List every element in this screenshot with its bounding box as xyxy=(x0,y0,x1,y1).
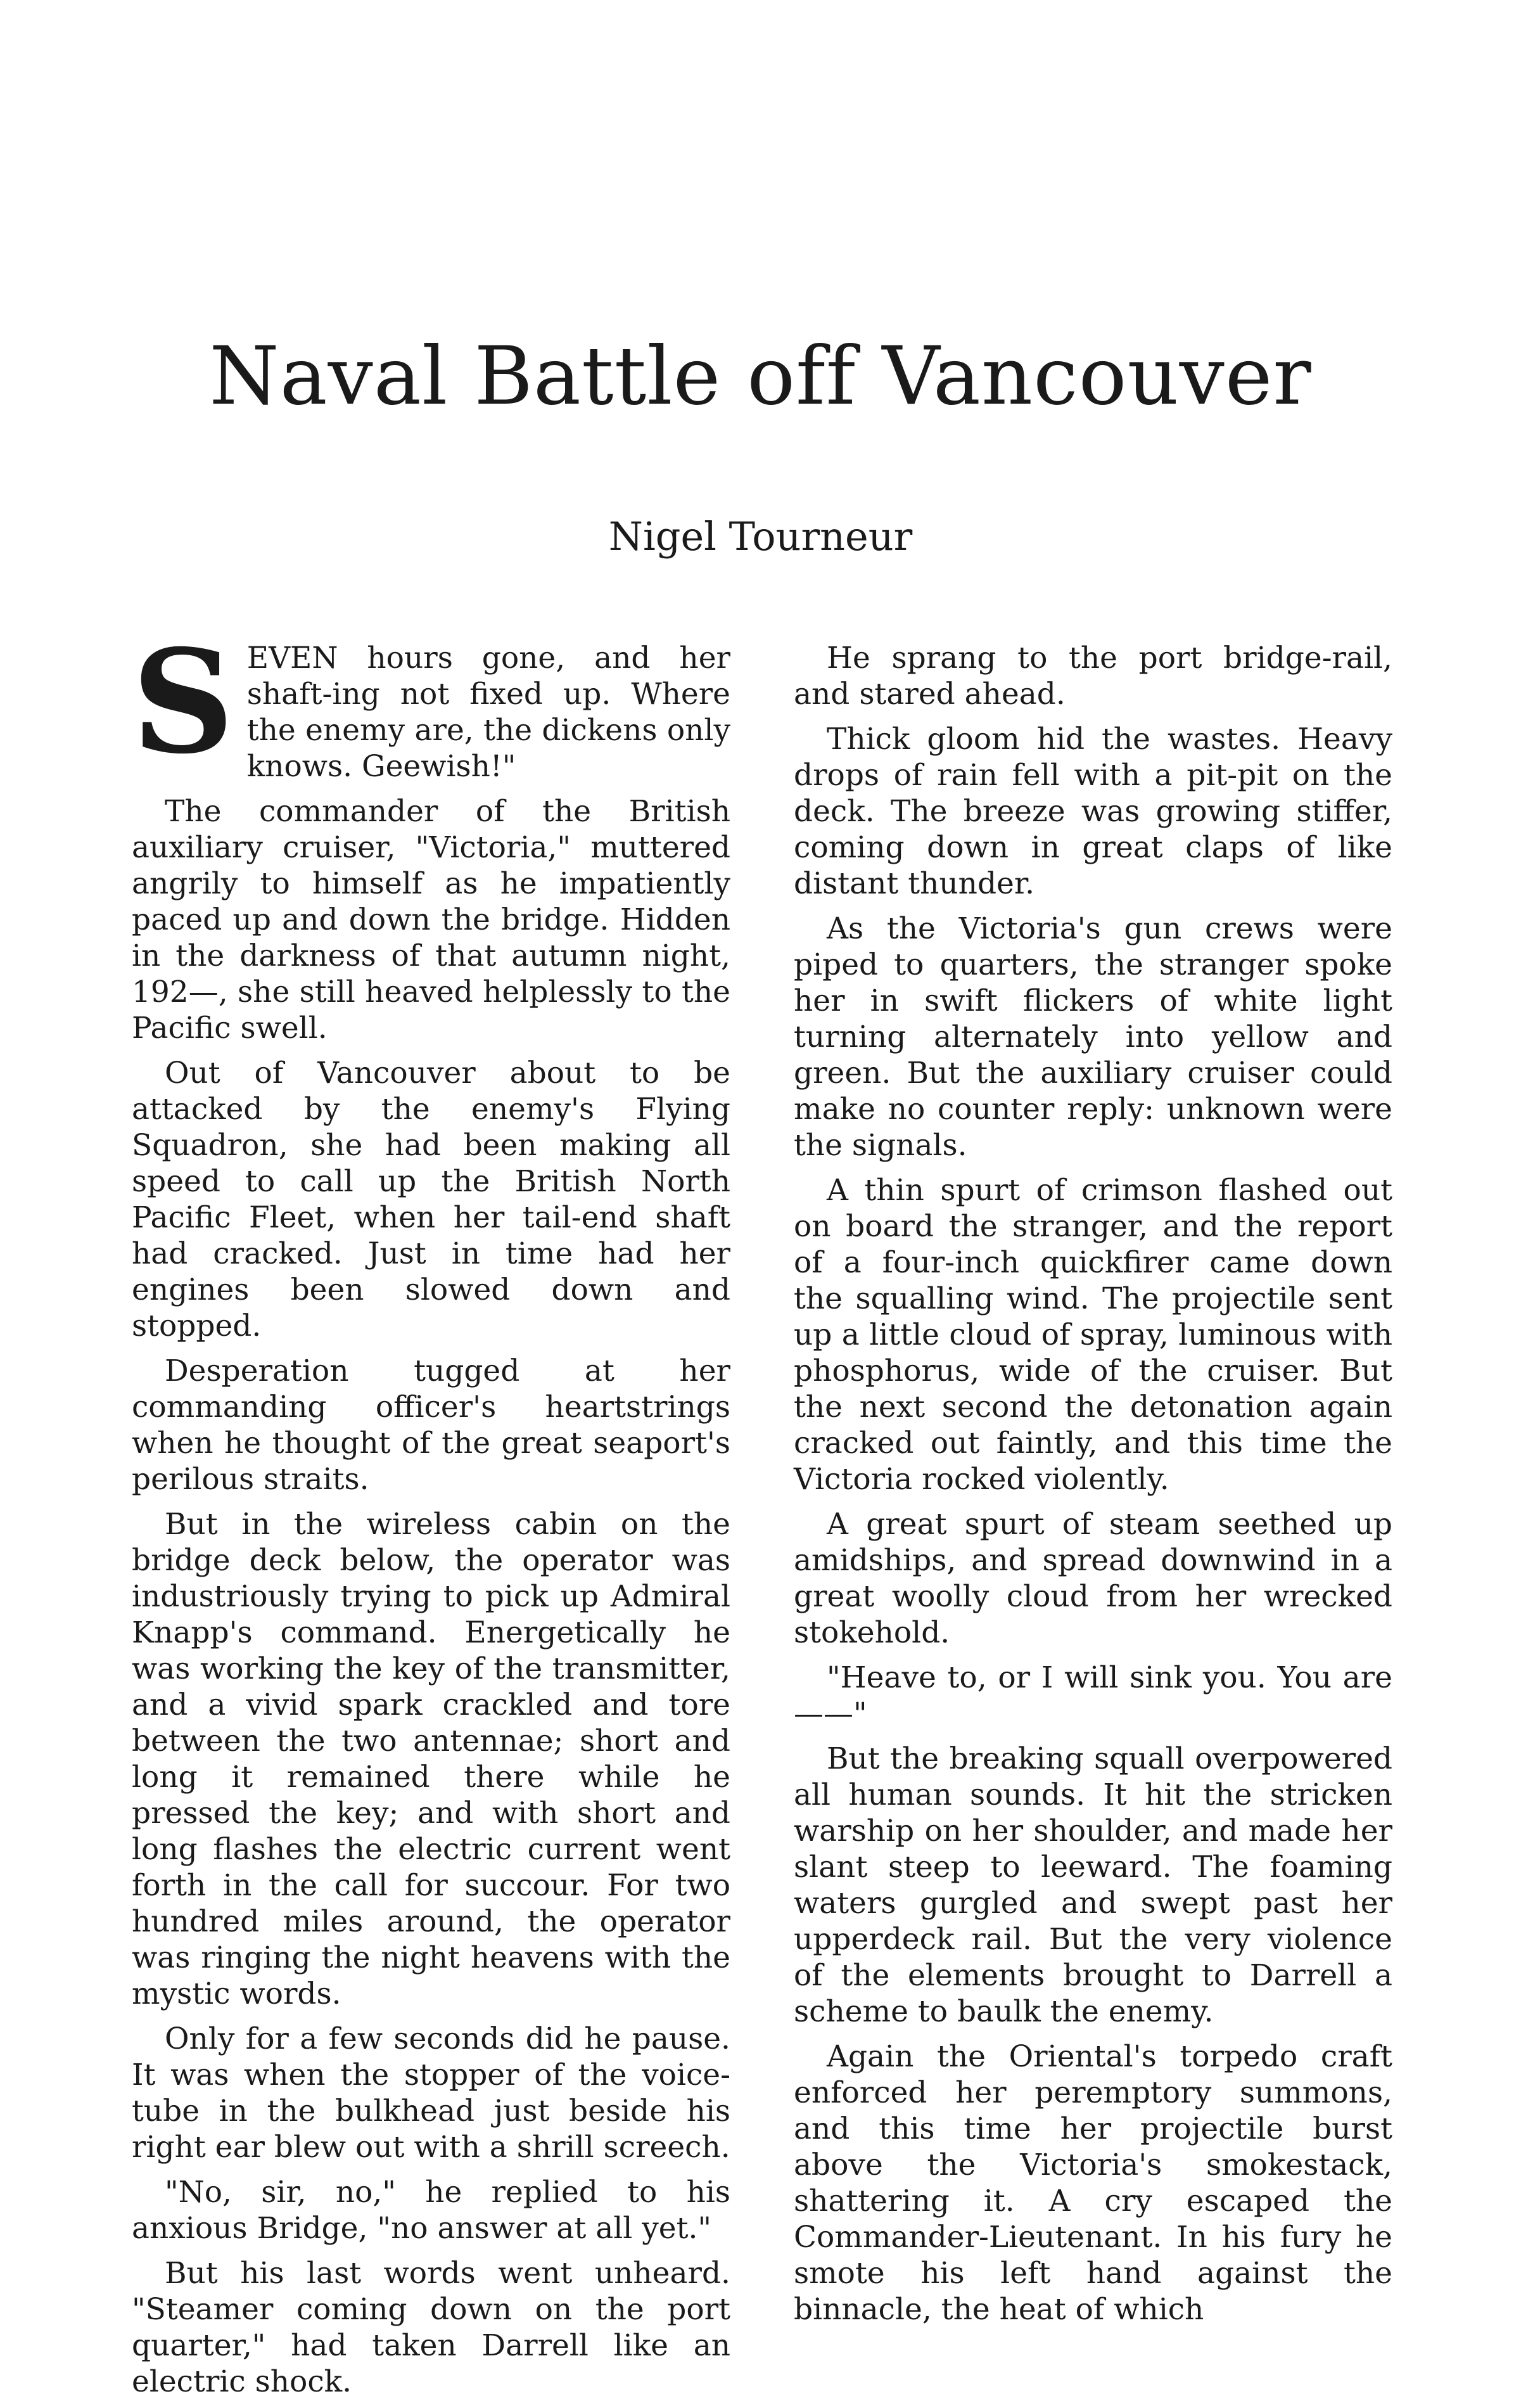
article-author: Nigel Tourneur xyxy=(608,513,913,560)
paragraph-text: EVEN hours gone, and her shaft-ing not fixed up. Where the enemy are, the dickens only knows. Geewish!" xyxy=(246,641,730,784)
paragraph: But the breaking squall overpowered all human sounds. It hit the stricken warship on her shoulder, and made her slant steep to leeward. The foaming waters gurgled and swept past her upperdeck rail. But the very violence of the elements brought to Darrell a scheme to baulk the enemy. xyxy=(794,1741,1392,2029)
left-column xyxy=(132,618,730,2399)
paragraph: Only for a few seconds did he pause. It was when the stopper of the voice-tube in the bulkhead just beside his right ear blew out with a shrill screech. xyxy=(132,2021,730,2165)
paragraph: He sprang to the port bridge-rail, and stared ahead. xyxy=(794,641,1392,712)
article-body xyxy=(132,618,1392,2399)
paragraph: Out of Vancouver about to be attacked by the enemy's Flying Squadron, she had been making all speed to call up the British North Pacific Fleet, when her tail-end shaft had cracked. Just in time had her engines been slowed down and stopped. xyxy=(132,1056,730,1343)
right-column xyxy=(794,640,1392,2327)
paragraph: But in the wireless cabin on the bridge deck below, the operator was industriously trying to pick up Admiral Knapp's command. Energetically he was working the key of the transmitter, and a vivid spark crackled and tore between the two antennae; short and long it remained there while he pressed the key; and with short and long flashes the electric current went forth in the call for succour. For two hundred miles around, the operator was ringing the night heavens with the mystic words. xyxy=(132,1507,730,2011)
paragraph xyxy=(132,618,730,785)
paragraph: "No, sir, no," he replied to his anxious Bridge, "no answer at all yet." xyxy=(132,2175,730,2246)
article-title: Naval Battle off Vancouver xyxy=(209,330,1312,423)
paragraph: A great spurt of steam seethed up amidships, and spread downwind in a great woolly cloud from her wrecked stokehold. xyxy=(794,1507,1392,1650)
paragraph: As the Victoria's gun crews were piped to quarters, the stranger spoke her in swift flickers of white light turning alternately into yellow and green. But the auxiliary cruiser could make no counter reply: unknown were the signals. xyxy=(794,911,1392,1163)
paragraph: Desperation tugged at her commanding officer's heartstrings when he thought of the great seaport's perilous straits. xyxy=(132,1354,730,1497)
paragraph: The commander of the British auxiliary cruiser, "Victoria," muttered angrily to himself as he impatiently paced up and down the bridge. Hidden in the darkness of that autumn night, 192—, she still heaved helplessly to the Pacific swell. xyxy=(132,794,730,1046)
paragraph: Thick gloom hid the wastes. Heavy drops of rain fell with a pit-pit on the deck. The breeze was growing stiffer, coming down in great claps of like distant thunder. xyxy=(794,722,1392,901)
drop-cap: S xyxy=(132,618,234,785)
paragraph: Again the Oriental's torpedo craft enforced her peremptory summons, and this time her projectile burst above the Victoria's smokestack, shattering it. A cry escaped the Commander-Lieutenant. In his fury he smote his left hand against the binnacle, the heat of which xyxy=(794,2039,1392,2327)
paragraph: But his last words went unheard. "Steamer coming down on the port quarter," had taken Darrell like an electric shock. xyxy=(132,2256,730,2399)
paragraph: A thin spurt of crimson flashed out on board the stranger, and the report of a four-inch quickfirer came down the squalling wind. The projectile sent up a little cloud of spray, luminous with phosphorus, wide of the cruiser. But the next second the detonation again cracked out faintly, and this time the Victoria rocked violently. xyxy=(794,1173,1392,1497)
paragraph: "Heave to, or I will sink you. You are——" xyxy=(794,1660,1392,1731)
